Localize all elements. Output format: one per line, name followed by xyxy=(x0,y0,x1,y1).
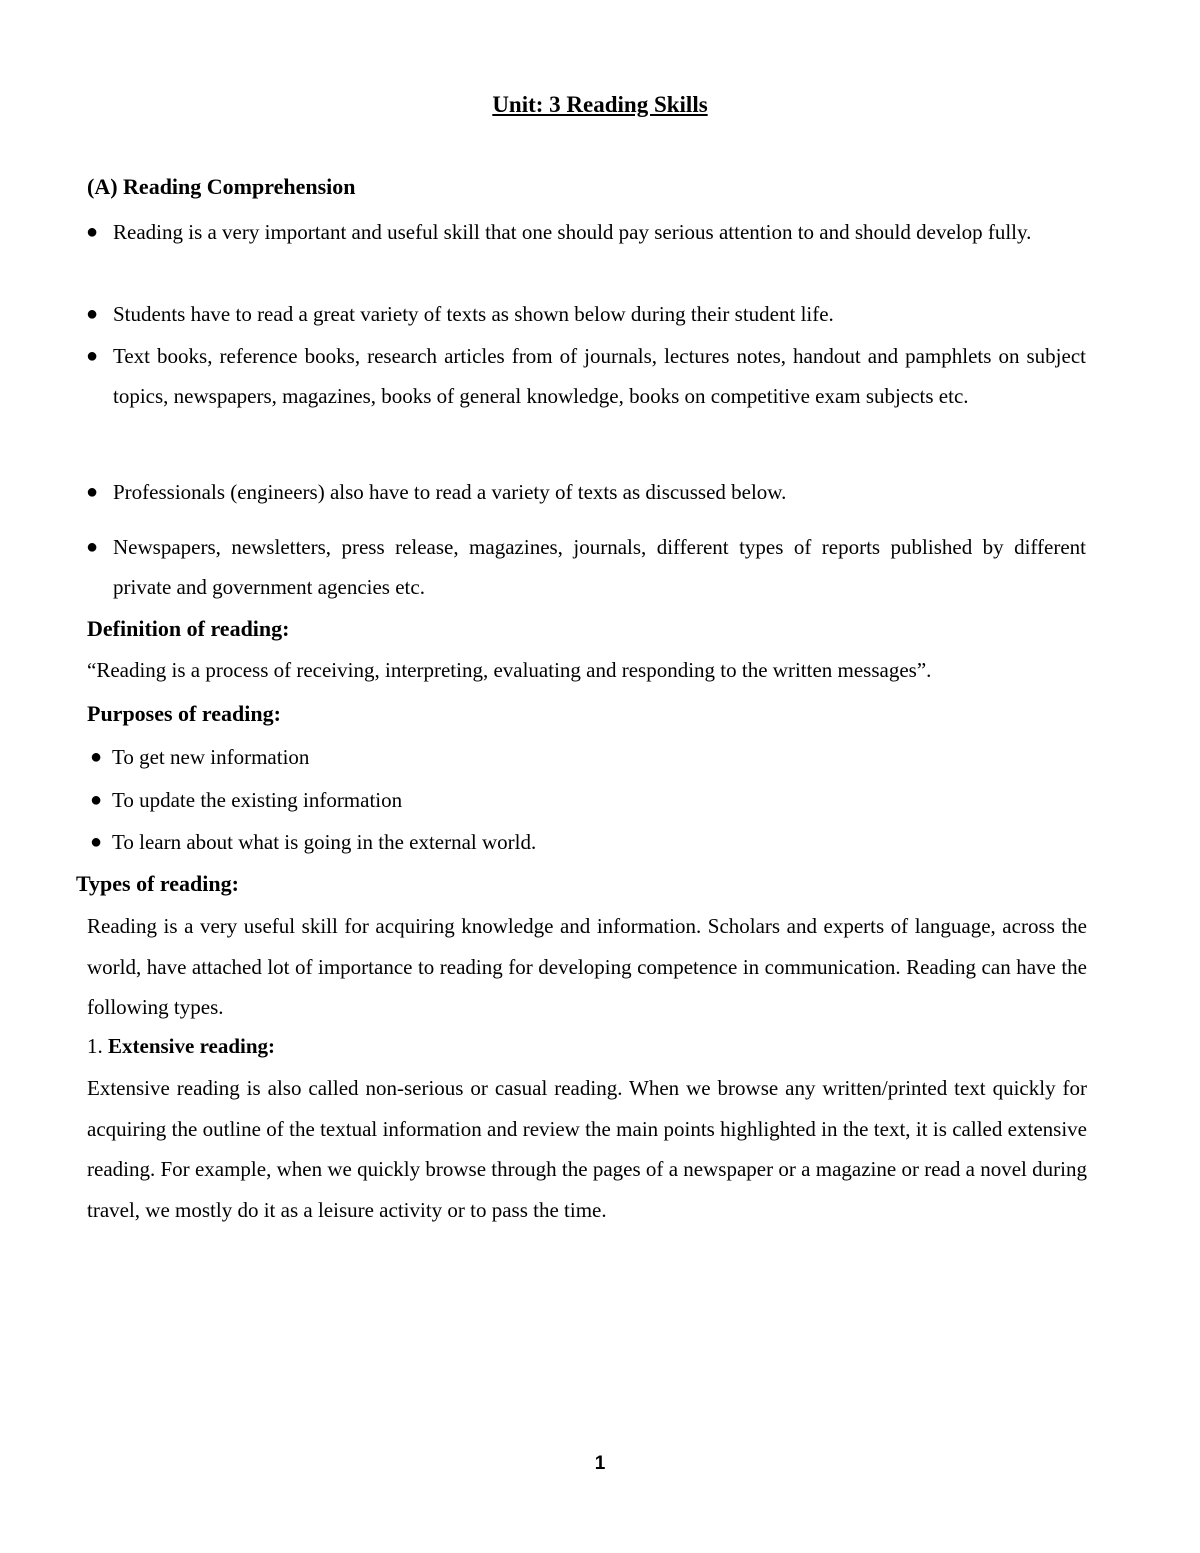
section-heading-purposes: Purposes of reading: xyxy=(87,701,281,726)
bullet-icon: ● xyxy=(86,221,99,243)
section-heading-types: Types of reading: xyxy=(76,871,239,896)
bullet-icon: ● xyxy=(90,831,103,853)
list-item-text: To learn about what is going in the external world. xyxy=(112,830,537,854)
bullet-icon: ● xyxy=(90,789,103,811)
bullet-icon: ● xyxy=(86,303,99,325)
numbered-subheading xyxy=(87,1034,275,1059)
list-item-text: Newspapers, newsletters, press release, magazines, journals, different types of reports published by different private and government agencies etc. xyxy=(113,535,1086,599)
page-number: 1 xyxy=(594,1453,606,1474)
section-heading-reading-comprehension: (A) Reading Comprehension xyxy=(87,174,356,199)
list-item-text: To get new information xyxy=(112,745,310,769)
section-heading-definition: Definition of reading: xyxy=(87,616,290,641)
item-number: 1. xyxy=(87,1034,103,1058)
list-item-text: Reading is a very important and useful skill that one should pay serious attention to and should develop fully. xyxy=(113,220,1032,244)
list-item-text: Professionals (engineers) also have to read a variety of texts as discussed below. xyxy=(113,480,787,504)
types-intro-paragraph: Reading is a very useful skill for acquiring knowledge and information. Scholars and experts of language, across the world, have attached lot of importance to reading for developing competence in communication. Reading can have the following types. xyxy=(87,914,1087,1019)
list-item-text: Students have to read a great variety of texts as shown below during their student life. xyxy=(113,302,834,326)
definition-text: “Reading is a process of receiving, interpreting, evaluating and responding to the written messages”. xyxy=(87,658,932,682)
page-title: Unit: 3 Reading Skills xyxy=(492,92,708,117)
list-item-text: To update the existing information xyxy=(112,788,403,812)
extensive-reading-paragraph: Extensive reading is also called non-serious or casual reading. When we browse any written/printed text quickly for acquiring the outline of the textual information and review the main points highlighted in the text, it is called extensive reading. For example, when we quickly browse through the pages of a newspaper or a magazine or read a novel during travel, we mostly do it as a leisure activity or to pass the time. xyxy=(87,1076,1087,1222)
bullet-icon: ● xyxy=(86,345,99,367)
list-item-text: Text books, reference books, research articles from of journals, lectures notes, handout and pamphlets on subject topics, newspapers, magazines, books of general knowledge, books on competitive exam subjects etc. xyxy=(113,344,1086,408)
bullet-icon: ● xyxy=(86,536,99,558)
subheading-extensive-reading: Extensive reading: xyxy=(108,1034,276,1058)
bullet-icon: ● xyxy=(86,481,99,503)
bullet-icon: ● xyxy=(90,746,103,768)
